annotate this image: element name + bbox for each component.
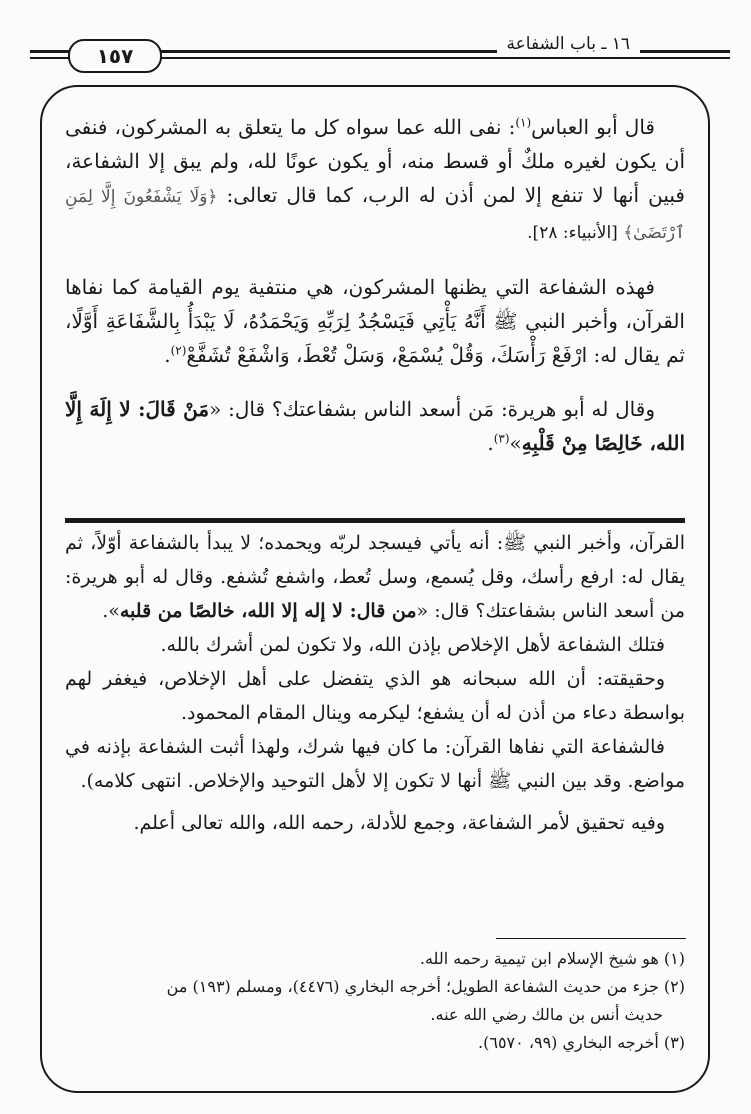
paragraph <box>65 526 685 628</box>
paragraph <box>65 270 685 372</box>
footnote-ref: (١) <box>515 115 532 130</box>
text: . <box>487 431 494 455</box>
paragraph <box>65 392 685 460</box>
header-rule <box>30 57 70 59</box>
text: » <box>509 431 522 455</box>
text: . <box>164 343 171 367</box>
quran-verse: ﴿وَلَا يَشْفَعُونَ إِلَّا لِمَنِ ٱرْتَضَىٰ﴾ <box>65 187 685 243</box>
main-text-lower <box>65 526 685 840</box>
header-rule <box>150 50 730 53</box>
hadith-text: أَنَّهُ يَأْتِي فَيَسْجُدُ لِرَبِّهِ وَيَحْمَدُهُ، لَا يَبْدَأُ بِالشَّفَاعَةِ أَوَّلًا، ثم يقال له: ارْفَعْ رَأْسَكَ، وَقُلْ يُسْمَعْ، وَسَلْ تُعْطَ، وَاشْفَعْ تُشَفَّعْ <box>65 309 685 367</box>
header-rule <box>150 57 730 59</box>
verse-reference: [الأنبياء: ٢٨]. <box>527 223 624 243</box>
footnote-2: (٢) جزء من حديث الشفاعة الطويل؛ أخرجه البخاري (٤٤٧٦)، ومسلم (١٩٣) من <box>166 977 685 996</box>
section-separator <box>65 518 685 523</box>
text: وقال له أبو هريرة: مَن أسعد الناس بشفاعتك؟ قال: « <box>209 397 655 421</box>
header-rule <box>30 50 70 53</box>
footnote-3: (٣) أخرجه البخاري (٩٩، ٦٥٧٠). <box>478 1033 685 1052</box>
text: القرآن، وأخبر النبي ﷺ: أنه يأتي فيسجد لربّه ويحمده؛ لا يبدأ بالشفاعة أوّلاً، ثم يقال له: ارفع رأسك، وقل يُسمع، وسل تُعط، واشفع تُشفع. وقال له أبو هريرة: من أسعد الناس بشفاعتك؟ قال: « <box>65 532 685 622</box>
paragraph: وفيه تحقيق لأمر الشفاعة، وجمع للأدلة، رحمه الله، والله تعالى أعلم. <box>133 812 665 834</box>
footnote-separator <box>496 938 686 939</box>
hadith-text-bold: مَنْ قَالَ: لا إِلَهَ إِلَّا الله، خَالِصًا مِنْ قَلْبِهِ <box>65 397 685 455</box>
paragraph: فتلك الشفاعة لأهل الإخلاص بإذن الله، ولا تكون لمن أشرك بالله. <box>160 634 665 656</box>
chapter-title: ١٦ ـ باب الشفاعة <box>497 34 640 54</box>
page-number: ١٥٧ <box>68 39 162 73</box>
text: قال أبو العباس <box>531 115 655 139</box>
footnote-2-continued: حديث أنس بن مالك رضي الله عنه. <box>430 1005 663 1024</box>
footnote-1: (١) هو شيخ الإسلام ابن تيمية رحمه الله. <box>419 949 685 968</box>
text: فهذه الشفاعة التي يظنها المشركون، هي منتفية يوم القيامة كما نفاها القرآن، وأخبر النبي ﷺ <box>65 275 685 333</box>
text: : نفى الله عما سواه كل ما يتعلق به المشركون، فنفى أن يكون لغيره ملكٌ أو قسط منه، أو يكون عونًا لله، ولم يبق إلا الشفاعة، فبين أنها لا تنفع إلا لمن أذن له الرب، كما قال تعالى: <box>65 115 685 207</box>
main-text-upper <box>65 110 685 480</box>
footnotes <box>65 945 685 1057</box>
paragraph: فالشفاعة التي نفاها القرآن: ما كان فيها شرك، ولهذا أثبت الشفاعة بإذنه في مواضع. وقد بين النبي ﷺ أنها لا تكون إلا لأهل التوحيد والإخلاص. انتهى كلامه). <box>65 736 685 792</box>
paragraph <box>65 110 685 250</box>
footnote-ref: (٢) <box>170 343 187 358</box>
page-header <box>30 20 730 70</box>
paragraph: وحقيقته: أن الله سبحانه هو الذي يتفضل على أهل الإخلاص، فيغفر لهم بواسطة دعاء من أذن له أن يشفع؛ ليكرمه وينال المقام المحمود. <box>65 668 685 724</box>
footnote-ref: (٣) <box>493 431 510 446</box>
hadith-text-bold: من قال: لا إله إلا الله، خالصًا من قلبه <box>119 600 417 622</box>
text: ». <box>102 600 120 622</box>
